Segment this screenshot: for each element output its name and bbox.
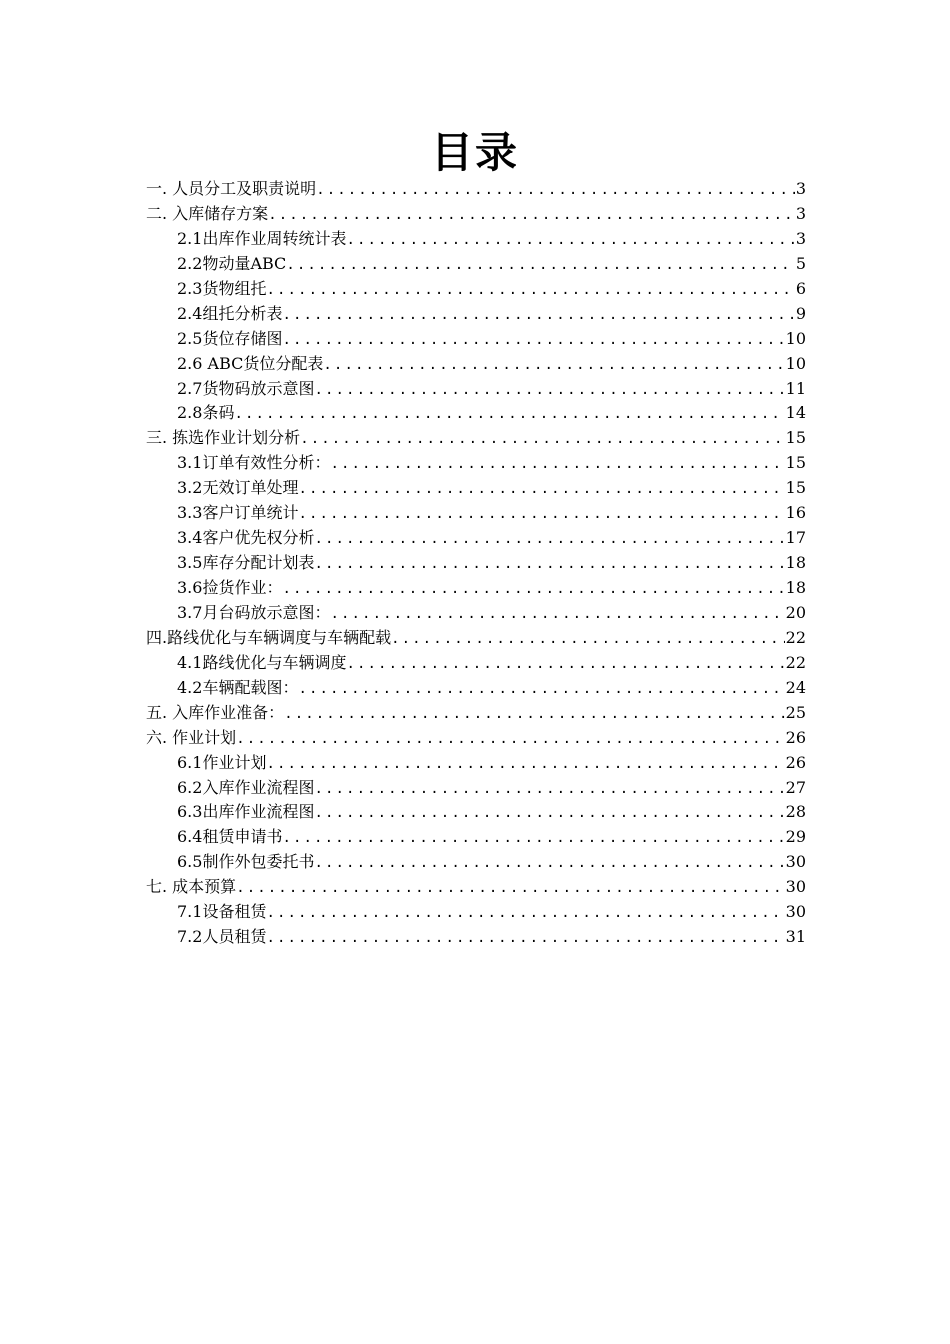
toc-page-number: 5 — [795, 253, 806, 273]
toc-entry-label: 4.2车辆配载图： — [177, 677, 299, 697]
toc-entry[interactable] — [146, 576, 806, 601]
table-of-contents — [146, 177, 806, 950]
toc-entry-label: 6.1作业计划 — [177, 752, 267, 772]
toc-page-number: 9 — [795, 303, 806, 323]
toc-entry-label: 7.2人员租赁 — [177, 927, 267, 947]
toc-page-number: 17 — [785, 528, 806, 548]
toc-page-number: 10 — [785, 328, 806, 348]
toc-dot-leader — [282, 577, 784, 601]
toc-entry[interactable] — [146, 501, 806, 526]
toc-entry-label: 2.4组托分析表 — [177, 303, 283, 323]
toc-dot-leader — [330, 602, 784, 626]
toc-dot-leader — [314, 552, 784, 576]
toc-dot-leader — [316, 178, 795, 202]
toc-page-number: 26 — [785, 752, 806, 772]
toc-entry-label: 3.3客户订单统计 — [177, 503, 299, 523]
toc-entry-label: 3.5库存分配计划表 — [177, 553, 315, 573]
toc-entry[interactable] — [146, 825, 806, 850]
toc-dot-leader — [346, 228, 794, 252]
toc-dot-leader — [314, 777, 784, 801]
toc-entry[interactable] — [146, 476, 806, 501]
toc-dot-leader — [330, 452, 784, 476]
toc-entry-label: 7.1设备租赁 — [177, 902, 267, 922]
toc-page-number: 18 — [785, 553, 806, 573]
toc-entry-label: 七. 成本预算 — [146, 877, 237, 897]
toc-entry-label: 4.1路线优化与车辆调度 — [177, 652, 347, 672]
toc-entry[interactable] — [146, 676, 806, 701]
toc-entry[interactable] — [146, 776, 806, 801]
toc-dot-leader — [300, 427, 784, 451]
toc-dot-leader — [282, 328, 784, 352]
toc-entry[interactable] — [146, 202, 806, 227]
toc-entry[interactable] — [146, 551, 806, 576]
toc-entry[interactable] — [146, 850, 806, 875]
toc-title: 目录 — [430, 128, 519, 177]
toc-page-number: 31 — [785, 927, 806, 947]
toc-dot-leader — [314, 378, 784, 402]
toc-page-number: 10 — [785, 353, 806, 373]
toc-entry-label: 6.3出库作业流程图 — [177, 802, 315, 822]
toc-dot-leader — [346, 652, 784, 676]
toc-page-number: 26 — [785, 727, 806, 747]
toc-entry-label: 六. 作业计划 — [146, 727, 237, 747]
toc-page-number: 11 — [785, 378, 806, 398]
toc-entry[interactable] — [146, 451, 806, 476]
toc-page-number: 15 — [785, 478, 806, 498]
toc-dot-leader — [266, 901, 784, 925]
toc-entry[interactable] — [146, 277, 806, 302]
toc-dot-leader — [323, 353, 784, 377]
toc-entry-label: 2.7货物码放示意图 — [177, 378, 315, 398]
toc-dot-leader — [298, 502, 784, 526]
toc-dot-leader — [314, 851, 784, 875]
toc-entry[interactable] — [146, 252, 806, 277]
toc-dot-leader — [391, 627, 785, 651]
toc-page-number: 3 — [795, 179, 806, 198]
toc-dot-leader — [298, 477, 784, 501]
toc-entry[interactable] — [146, 302, 806, 327]
toc-entry[interactable] — [146, 726, 806, 751]
toc-entry-label: 6.2入库作业流程图 — [177, 777, 315, 797]
toc-page-number: 16 — [785, 503, 806, 523]
toc-page-number: 30 — [785, 902, 806, 922]
toc-page-number: 30 — [785, 852, 806, 872]
toc-page-number: 15 — [785, 453, 806, 473]
toc-page-number: 22 — [785, 627, 806, 647]
toc-dot-leader — [314, 801, 784, 825]
toc-page-number: 3 — [795, 228, 806, 248]
toc-entry-label: 五. 入库作业准备： — [146, 702, 285, 722]
toc-page-number: 22 — [785, 652, 806, 672]
toc-dot-leader — [298, 677, 784, 701]
toc-entry-label: 四.路线优化与车辆调度与车辆配载 — [146, 627, 392, 647]
toc-dot-leader — [314, 527, 784, 551]
toc-dot-leader — [266, 926, 784, 950]
toc-page-number: 20 — [785, 602, 806, 622]
toc-entry[interactable] — [146, 352, 806, 377]
toc-page-number: 6 — [795, 278, 806, 298]
toc-entry-label: 3.1订单有效性分析： — [177, 453, 331, 473]
toc-entry[interactable] — [146, 426, 806, 451]
toc-entry[interactable] — [146, 601, 806, 626]
toc-entry[interactable] — [146, 900, 806, 925]
toc-entry-label: 2.5货位存储图 — [177, 328, 283, 348]
toc-entry[interactable] — [146, 227, 806, 252]
toc-page-number: 30 — [785, 877, 806, 897]
toc-entry[interactable] — [146, 327, 806, 352]
toc-entry[interactable] — [146, 875, 806, 900]
toc-dot-leader — [266, 752, 784, 776]
toc-entry-label: 3.6捡货作业： — [177, 578, 283, 597]
toc-page-number: 25 — [785, 702, 806, 722]
toc-entry-label: 6.4租赁申请书 — [177, 827, 283, 847]
toc-entry[interactable] — [146, 925, 806, 950]
toc-dot-leader — [282, 303, 794, 327]
toc-entry[interactable] — [146, 651, 806, 676]
toc-dot-leader — [236, 876, 784, 900]
toc-page-number: 14 — [785, 403, 806, 423]
toc-entry[interactable] — [146, 177, 806, 202]
toc-page-number: 29 — [785, 827, 806, 847]
toc-page-number: 28 — [785, 802, 806, 822]
toc-entry-label: 2.3货物组托 — [177, 278, 267, 298]
toc-dot-leader — [236, 727, 784, 751]
toc-entry[interactable] — [146, 800, 806, 825]
toc-entry-label: 3.7月台码放示意图： — [177, 602, 331, 622]
toc-entry-label: 一. 人员分工及职责说明 — [146, 179, 317, 198]
toc-dot-leader — [286, 253, 795, 277]
toc-page-number: 18 — [785, 578, 806, 597]
toc-dot-leader — [284, 702, 784, 726]
toc-entry-label: 2.1出库作业周转统计表 — [177, 228, 347, 248]
toc-page-number: 24 — [785, 677, 806, 697]
toc-page-number: 3 — [795, 203, 806, 223]
toc-entry[interactable] — [146, 526, 806, 551]
toc-entry[interactable] — [146, 751, 806, 776]
toc-entry[interactable] — [146, 377, 806, 402]
toc-entry-label: 二. 入库储存方案 — [146, 203, 269, 223]
toc-dot-leader — [282, 826, 784, 850]
toc-entry-label: 6.5制作外包委托书 — [177, 852, 315, 872]
toc-entry-label: 2.2物动量ABC — [177, 253, 287, 273]
toc-page-number: 27 — [785, 777, 806, 797]
toc-entry-label: 2.6 ABC货位分配表 — [177, 353, 324, 373]
toc-entry[interactable] — [146, 626, 806, 651]
toc-dot-leader — [268, 203, 795, 227]
toc-entry[interactable] — [146, 401, 806, 426]
toc-entry-label: 2.8条码 — [177, 403, 235, 423]
toc-dot-leader — [266, 278, 794, 302]
toc-entry-label: 3.2无效订单处理 — [177, 478, 299, 498]
toc-dot-leader — [234, 402, 784, 426]
toc-entry-label: 三. 拣选作业计划分析 — [146, 428, 301, 448]
toc-entry-label: 3.4客户优先权分析 — [177, 528, 315, 548]
toc-entry[interactable] — [146, 701, 806, 726]
toc-page-number: 15 — [785, 428, 806, 448]
